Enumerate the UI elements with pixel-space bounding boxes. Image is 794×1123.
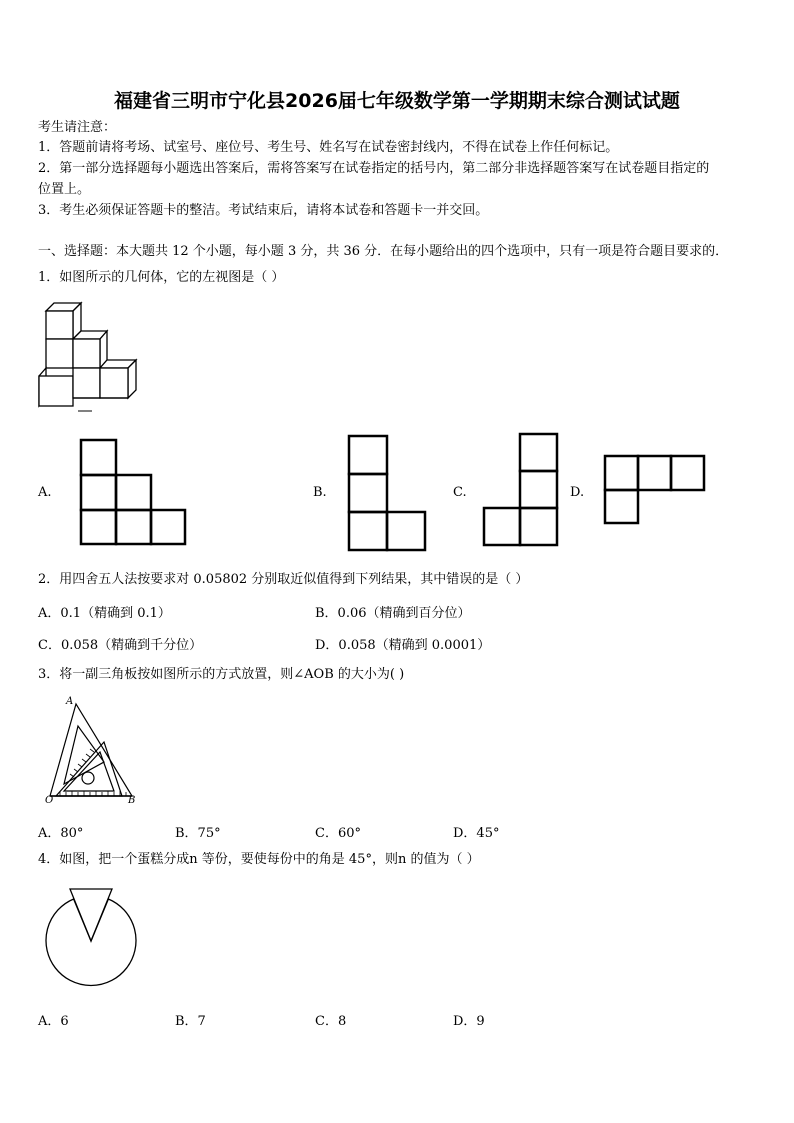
q1-option-c[interactable]: C. [453,485,467,500]
q3-label-b: B [128,795,136,806]
q2-option-a[interactable]: A．0.1（精确到 0.1） [38,606,171,621]
notice-item: 3．考生必须保证答题卡的整洁。考试结束后，请将本试卷和答题卡一并交回。 [38,203,489,218]
q3-label-a: A [66,696,74,707]
q3-option-d[interactable]: D．45° [453,826,500,841]
q1-solid-figure [34,298,144,416]
q4-option-d[interactable]: D．9 [453,1014,485,1029]
question-3-stem: 3．将一副三角板按如图所示的方式放置，则∠AOB 的大小为( ) [38,667,405,682]
question-2-stem: 2．用四舍五人法按要求对 0.05802 分别取近似值得到下列结果，其中错误的是（ ） [38,572,529,587]
q1-option-d-figure [603,454,709,526]
q4-option-b[interactable]: B．7 [175,1014,206,1029]
q1-option-d[interactable]: D. [570,485,585,500]
section-heading: 一、选择题：本大题共 12 个小题，每小题 3 分，共 36 分．在每小题给出的四个选项中，只有一项是符合题目要求的． [38,244,729,259]
q4-option-c[interactable]: C．8 [315,1014,347,1029]
question-4-stem: 4．如图，把一个蛋糕分成n 等份，要使每份中的角是 45°，则n 的值为（ ） [38,852,480,867]
q2-option-c[interactable]: C．0.058（精确到千分位） [38,638,203,653]
notice-item: 1．答题前请将考场、试室号、座位号、考生号、姓名写在试卷密封线内，不得在试卷上作任何标记。 [38,140,619,155]
q1-option-a-figure [79,438,189,548]
notice-heading: 考生请注意： [38,120,117,135]
q3-label-o: O [45,795,54,806]
q1-option-c-figure [482,432,562,550]
question-1-stem: 1．如图所示的几何体，它的左视图是（ ） [38,270,285,285]
q4-cake-figure [44,885,140,987]
notice-item: 2．第一部分选择题每小题选出答案后，需将答案写在试卷指定的括号内，第二部分非选择题答案写在试卷题目指定的 [38,161,710,176]
q4-option-a[interactable]: A．6 [38,1014,69,1029]
q1-option-b-figure [347,434,429,554]
q3-option-a[interactable]: A．80° [38,826,84,841]
q3-option-b[interactable]: B．75° [175,826,221,841]
q1-option-a[interactable]: A. [38,485,52,500]
q2-option-b[interactable]: B．0.06（精确到百分位） [315,606,471,621]
q2-option-d[interactable]: D．0.058（精确到 0.0001） [315,638,491,653]
notice-item: 位置上。 [38,182,91,197]
q3-triangle-figure [40,696,150,808]
page-title: 福建省三明市宁化县2026届七年级数学第一学期期末综合测试试题 [114,90,680,112]
q3-option-c[interactable]: C．60° [315,826,361,841]
q1-option-b[interactable]: B. [313,485,327,500]
